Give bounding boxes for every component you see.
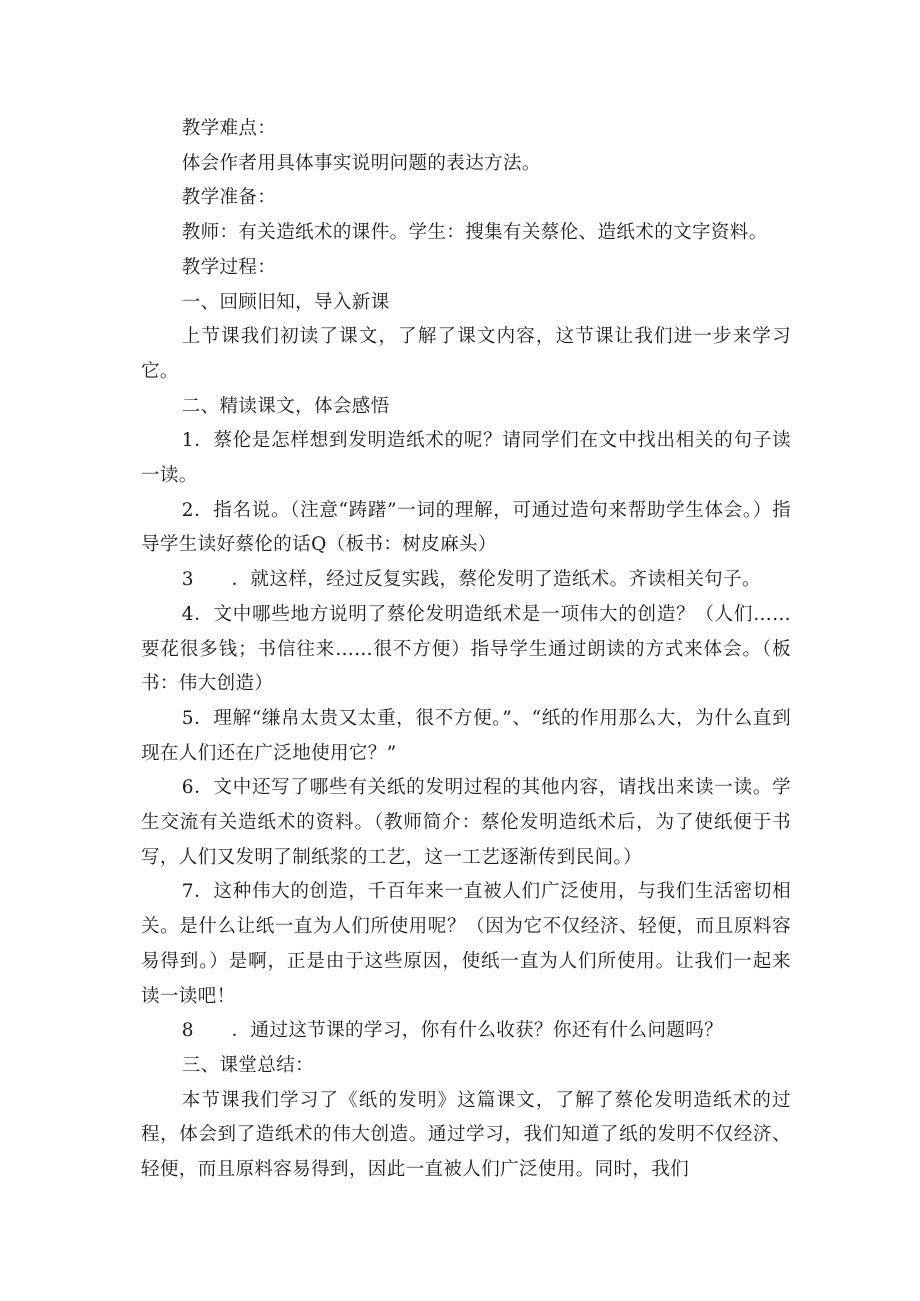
list-item-4: 4．文中哪些地方说明了蔡伦发明造纸术是一项伟大的创造？（人们……要花很多钱；书信往来……很不方便）指导学生通过朗读的方式来体会。（板书：伟大创造） <box>141 603 791 695</box>
paragraph-summary: 本节课我们学习了《纸的发明》这篇课文，了解了蔡伦发明造纸术的过程，体会到了造纸术的伟大创造。通过学习，我们知道了纸的发明不仅经济、轻便，而且原料容易得到，因此一直被人们广泛使用。同时，我们 <box>141 1089 791 1181</box>
paragraph-preparation-detail: 教师：有关造纸术的课件。学生：搜集有关蔡伦、造纸术的文字资料。 <box>181 222 768 244</box>
section-heading-close-reading: 二、精读课文，体会感悟 <box>181 395 390 417</box>
list-item-5: 5．理解“缣帛太贵又太重，很不方便。”、“纸的作用那么大，为什么直到现在人们还在广泛地使用它？” <box>141 707 791 764</box>
list-item-6: 6．文中还写了哪些有关纸的发明过程的其他内容，请找出来读一读。学生交流有关造纸术的资料。（教师简介：蔡伦发明造纸术后，为了使纸便于书写，人们又发明了制纸浆的工艺，这一工艺逐渐传到民间。） <box>141 777 791 868</box>
list-item-3: 3 ．就这样，经过反复实践，蔡伦发明了造纸术。齐读相关句子。 <box>181 569 761 591</box>
paragraph-review: 上节课我们初读了课文，了解了课文内容，这节课让我们进一步来学习它。 <box>141 326 791 382</box>
section-heading-summary: 三、课堂总结： <box>181 1054 314 1076</box>
heading-teaching-difficulty: 教学难点： <box>181 118 277 139</box>
paragraph-difficulty-detail: 体会作者用具体事实说明问题的表达方法。 <box>181 152 541 174</box>
heading-teaching-preparation: 教学准备： <box>181 187 277 209</box>
section-heading-review: 一、回顾旧知，导入新课 <box>181 291 390 313</box>
list-item-2: 2．指名说。（注意“踌躇”一词的理解，可通过造句来帮助学生体会。）指导学生读好蔡伦的话Q（板书：树皮麻头） <box>141 499 791 556</box>
list-item-7: 7．这种伟大的创造，千百年来一直被人们广泛使用，与我们生活密切相关。是什么让纸一直为人们所使用呢？（因为它不仅经济、轻便，而且原料容易得到。）是啊，正是由于这些原因，使纸一直为人们所使用。让我们一起来读一读吧！ <box>141 881 791 1007</box>
document-body <box>141 112 791 1188</box>
list-item-1: 1．蔡伦是怎样想到发明造纸术的呢？请同学们在文中找出相关的句子读一读。 <box>141 430 791 487</box>
list-item-8: 8 ．通过这节课的学习，你有什么收获？你还有什么问题吗？ <box>181 1020 724 1042</box>
heading-teaching-process: 教学过程： <box>181 256 277 278</box>
